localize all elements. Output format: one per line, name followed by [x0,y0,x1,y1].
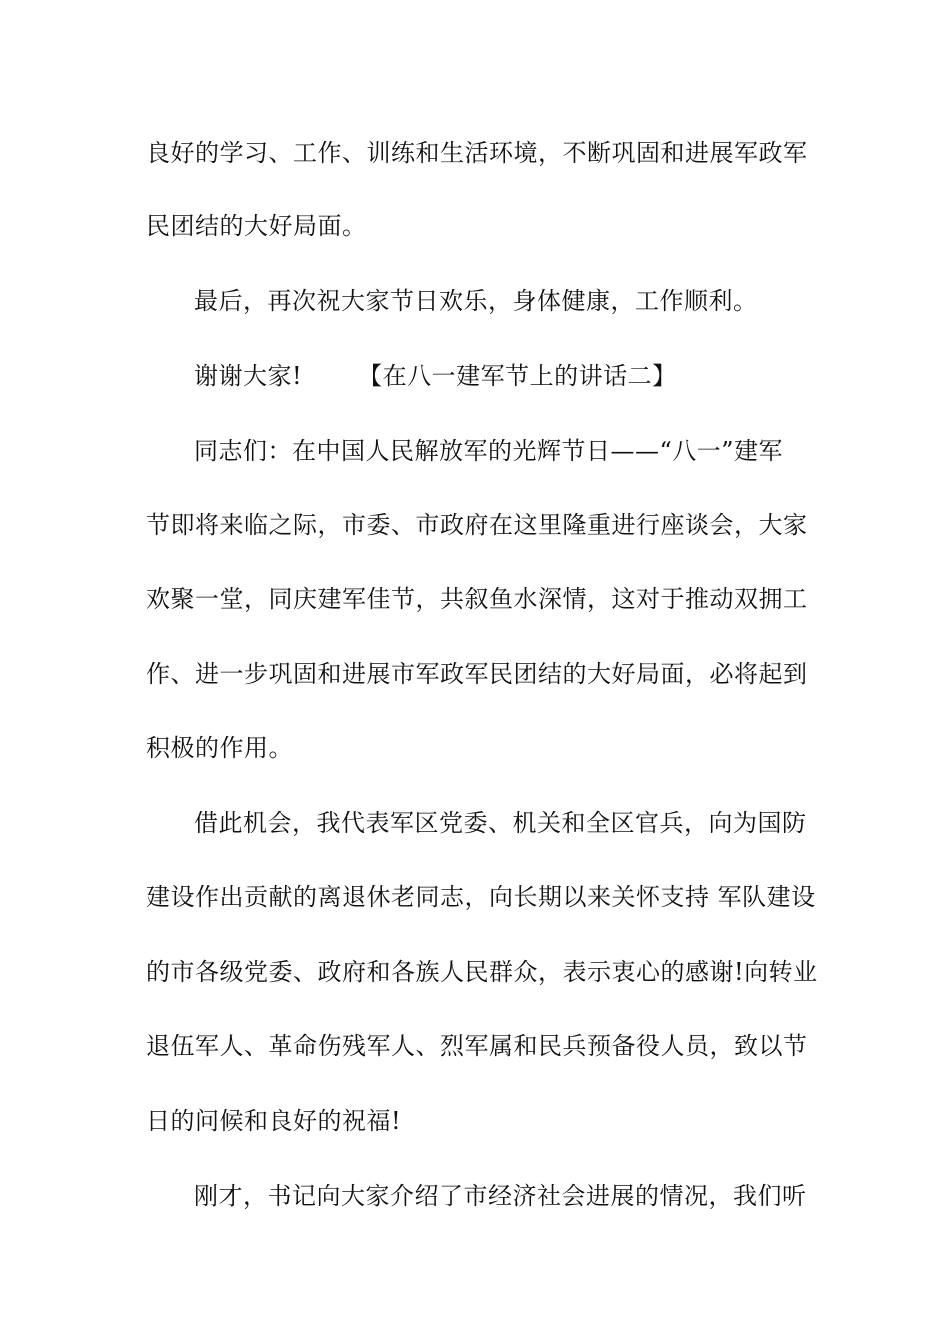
text-line: 的市各级党委、政府和各族人民群众，表示衷心的感谢!向转业 [146,958,818,986]
text-line: 积极的作用。 [146,734,293,762]
text-line: 欢聚一堂，同庆建军佳节，共叙鱼水深情，这对于推动双拥工 [146,585,808,613]
text-line: 退伍军人、革命伤残军人、烈军属和民兵预备役人员，致以节 [146,1032,808,1060]
text-line: 同志们：在中国人民解放军的光辉节日——“八一”建军 [194,437,784,465]
thanks-text: 谢谢大家! [194,362,303,390]
text-line: 民团结的大好局面。 [146,212,367,240]
text-line: 最后，再次祝大家节日欢乐，身体健康，工作顺利。 [194,287,758,315]
text-line: 建设作出贡献的离退休老同志，向长期以来关怀支持 军队建设 [146,883,816,911]
section-heading: 【在八一建军节上的讲话二】 [358,362,677,390]
text-line: 刚才，书记向大家介绍了市经济社会进展的情况，我们听 [194,1182,807,1210]
text-line: 节即将来临之际，市委、市政府在这里隆重进行座谈会，大家 [146,511,808,539]
text-line: 借此机会，我代表军区党委、机关和全区官兵，向为国防 [194,809,807,837]
text-line: 良好的学习、工作、训练和生活环境，不断巩固和进展军政军 [146,139,808,167]
text-line: 日的问候和良好的祝福! [146,1107,402,1135]
text-line: 作、进一步巩固和进展市军政军民团结的大好局面，必将起到 [146,660,808,688]
text-line [194,361,864,391]
